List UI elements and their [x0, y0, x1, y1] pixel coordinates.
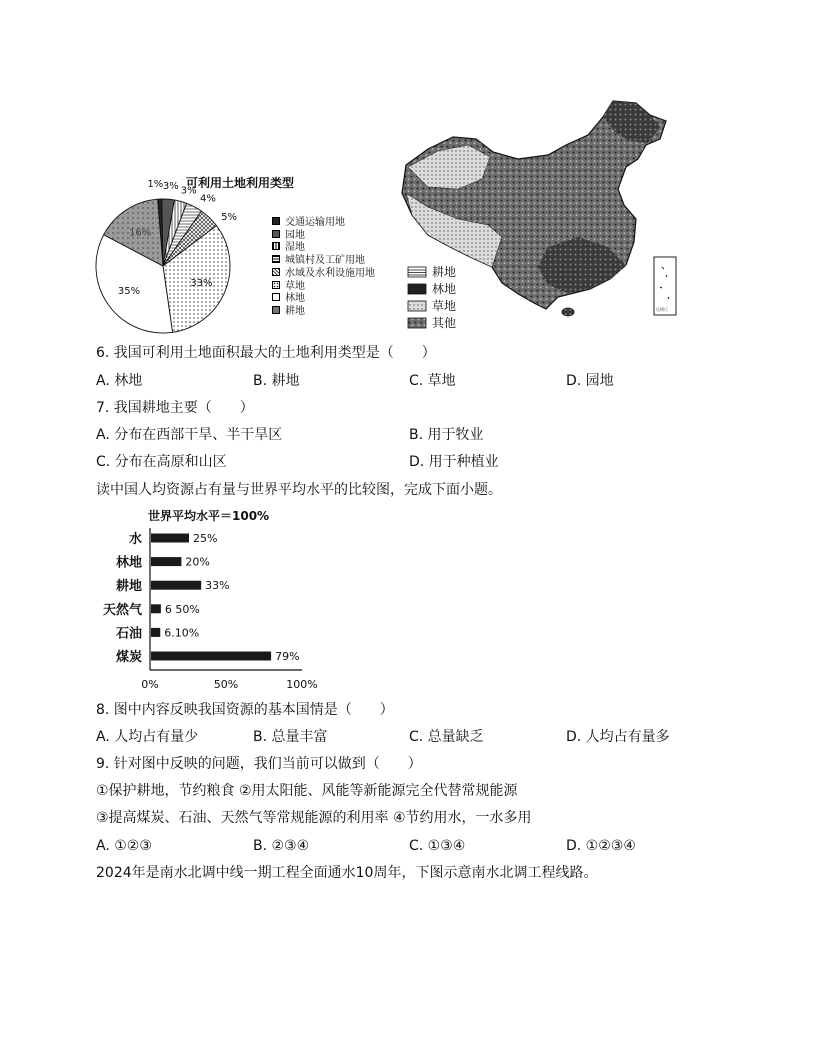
- bar: [151, 534, 189, 543]
- pie-legend-item: 湿地: [272, 242, 375, 255]
- pie-chart: [96, 179, 241, 336]
- bar-category-label: 林地: [115, 555, 142, 571]
- closing-paragraph: 2024年是南水北调中线一期工程全面通水10周年，下图示意南水北调工程线路。: [96, 865, 598, 881]
- legend-swatch: [272, 306, 280, 314]
- bar-value-label: 6.10%: [164, 626, 200, 640]
- q9-option-b[interactable]: B. ②③④: [253, 838, 310, 854]
- pie-slice-label-6: 33%: [190, 277, 213, 289]
- pie-slice-label-4: 4%: [200, 193, 216, 205]
- legend-swatch: [272, 268, 280, 276]
- legend-swatch: [272, 230, 280, 238]
- q7-option-d[interactable]: D. 用于种植业: [409, 454, 499, 470]
- x-tick-label: 0%: [141, 678, 159, 691]
- q8-option-a[interactable]: A. 人均占有量少: [96, 729, 199, 745]
- pie-slice-label-2: 3%: [162, 181, 179, 193]
- bar-value-label: 79%: [275, 650, 300, 663]
- bar-value-label: 6 50%: [164, 602, 200, 616]
- pie-legend-item: 草地: [272, 281, 375, 294]
- legend-swatch: [272, 293, 280, 301]
- question-7-stem: 7. 我国耕地主要（ ）: [96, 400, 254, 416]
- x-tick-label: 100%: [286, 678, 318, 691]
- q6-option-a[interactable]: A. 林地: [96, 373, 143, 389]
- pie-slice-label-7: 35%: [117, 285, 141, 297]
- bar-chart-caption: 世界平均水平＝100%: [148, 509, 270, 523]
- q9-statement-line-1: ①保护耕地，节约粮食 ②用太阳能、风能等新能源完全代替常规能源: [96, 783, 518, 799]
- bar-category-label: 天然气: [102, 602, 142, 618]
- map-scale-label: 比例尺: [656, 307, 668, 312]
- pie-legend-item: 交通运输用地: [272, 217, 375, 230]
- question-9-stem: 9. 针对图中反映的问题，我们当前可以做到（ ）: [96, 756, 422, 772]
- x-tick-label: 50%: [213, 678, 239, 691]
- question-8-stem: 8. 图中内容反映我国资源的基本国情是（ ）: [96, 702, 394, 718]
- bar: [151, 581, 201, 590]
- map-legend-grassland: 草地: [432, 299, 457, 313]
- q9-option-a[interactable]: A. ①②③: [96, 838, 152, 854]
- pie-legend: [272, 217, 375, 319]
- q6-option-b[interactable]: B. 耕地: [253, 373, 300, 389]
- legend-swatch-farmland: [408, 267, 426, 277]
- bar-category-label: 石油: [115, 626, 142, 642]
- q8-option-c[interactable]: C. 总量缺乏: [409, 729, 484, 745]
- legend-swatch: [272, 242, 280, 250]
- hainan-island: [562, 308, 574, 316]
- bar-category-label: 水: [128, 532, 142, 547]
- q6-option-c[interactable]: C. 草地: [409, 373, 456, 389]
- intro-q8-q9: 读中国人均资源占有量与世界平均水平的比较图，完成下面小题。: [96, 482, 502, 498]
- bar-value-label: 33%: [205, 579, 230, 593]
- bar-category-label: 耕地: [115, 579, 142, 595]
- q9-option-d[interactable]: D. ①②③④: [566, 838, 636, 854]
- q7-option-c[interactable]: C. 分布在高原和山区: [96, 454, 227, 470]
- legend-swatch: [272, 217, 280, 225]
- pie-legend-item: 林地: [272, 293, 375, 306]
- bar: [151, 652, 271, 661]
- q7-option-a[interactable]: A. 分布在西部干旱、半干旱区: [96, 427, 283, 443]
- pie-slice-label-1: 1%: [147, 179, 164, 191]
- pie-slice-label-5: 5%: [221, 212, 238, 224]
- map-legend-other: 其他: [432, 316, 457, 330]
- q8-option-d[interactable]: D. 人均占有量多: [566, 729, 670, 745]
- china-land-use-map: [398, 97, 678, 330]
- question-6-stem: 6. 我国可利用土地面积最大的土地利用类型是（ ）: [96, 345, 436, 361]
- pie-legend-item: 水域及水利设施用地: [272, 268, 375, 281]
- legend-swatch-grassland: [408, 301, 426, 311]
- pie-slice-label-3: 3%: [180, 185, 197, 197]
- bar: [151, 604, 161, 613]
- legend-swatch-other: [408, 318, 426, 328]
- bar: [151, 557, 181, 566]
- pie-chart-title: 可利用土地利用类型: [186, 176, 295, 190]
- legend-swatch: [272, 281, 280, 289]
- bar-value-label: 25%: [193, 532, 218, 545]
- bar-value-label: 20%: [185, 555, 210, 569]
- map-legend-forest: 林地: [432, 282, 457, 296]
- map-legend-farmland: 耕地: [432, 265, 457, 279]
- bar-category-label: 煤炭: [115, 650, 142, 665]
- bar-chart: [102, 506, 336, 696]
- pie-legend-item: 耕地: [272, 306, 375, 319]
- q6-option-d[interactable]: D. 园地: [566, 373, 614, 389]
- legend-swatch-forest: [408, 284, 426, 294]
- bar: [151, 628, 160, 637]
- q7-option-b[interactable]: B. 用于牧业: [409, 427, 484, 443]
- legend-swatch: [272, 255, 280, 263]
- q9-statement-line-2: ③提高煤炭、石油、天然气等常规能源的利用率 ④节约用水，一水多用: [96, 810, 532, 826]
- q9-option-c[interactable]: C. ①③④: [409, 838, 466, 854]
- pie-slice-label-8: 16%: [129, 227, 152, 239]
- pie-legend-item: 城镇村及工矿用地: [272, 255, 375, 268]
- map-legend: [408, 264, 456, 330]
- q8-option-b[interactable]: B. 总量丰富: [253, 729, 328, 745]
- pie-legend-item: 园地: [272, 230, 375, 243]
